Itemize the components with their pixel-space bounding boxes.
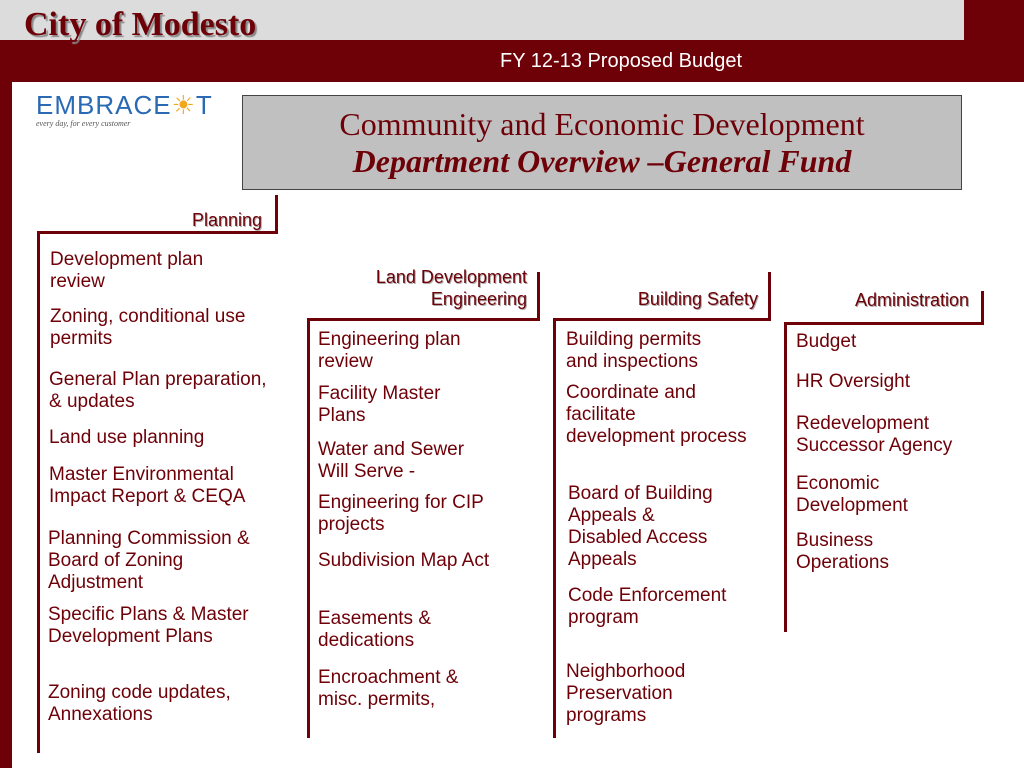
land-dev-item-3: Water and Sewer Will Serve - [318,439,465,482]
admin-item-3: Redevelopment Successor Agency [796,413,953,456]
left-rail [0,82,12,768]
admin-item-5: Business Operations [796,530,889,573]
header-corner-block [964,0,1024,82]
logo-wordmark: EMBRACE☀T [36,90,213,120]
building-item-4: Code Enforcement program [568,585,727,628]
planning-heading: Planning [191,210,262,230]
planning-item-3: General Plan preparation, & updates [49,369,267,412]
admin-item-2: HR Oversight [796,371,911,392]
admin-item-1: Budget [796,331,857,352]
title-box [242,95,962,190]
department-title: Community and Economic Development [339,106,865,142]
planning-item-5: Master Environmental Impact Report & CEQA [49,464,246,507]
land-dev-item-1: Engineering plan review [318,329,461,372]
embrace-logo [36,90,236,126]
administration-bracket-tick [981,291,984,325]
sun-icon: ☀ [171,90,196,120]
admin-item-4: Economic Development [796,473,908,516]
building-item-3: Board of Building Appeals & Disabled Access Appeals [568,483,713,570]
budget-subtitle: FY 12-13 Proposed Budget [500,50,743,72]
planning-item-8: Zoning code updates, Annexations [48,682,231,725]
logo-tagline: every day, for every customer [36,119,131,128]
department-subtitle: Department Overview –General Fund [352,143,852,179]
building-safety-heading: Building Safety [637,289,758,309]
land-dev-heading [376,266,527,310]
city-title: City of Modesto [24,6,257,43]
land-dev-item-7: Encroachment & misc. permits, [318,667,459,710]
land-dev-item-6: Easements & dedications [318,608,431,651]
planning-item-7: Specific Plans & Master Development Plans [48,604,249,647]
building-safety-bracket-tick [768,272,771,321]
administration-heading: Administration [854,290,969,310]
building-item-2: Coordinate and facilitate development process [566,382,747,447]
land-dev-heading-text: Land Development Engineering [375,267,527,309]
planning-item-4: Land use planning [49,427,205,448]
land-dev-item-2: Facility Master Plans [318,383,441,426]
land-dev-item-4: Engineering for CIP projects [318,492,484,535]
land-dev-item-5: Subdivision Map Act [318,550,490,571]
planning-item-6: Planning Commission & Board of Zoning Adjustment [48,528,250,593]
building-item-1: Building permits and inspections [566,329,702,372]
building-item-5: Neighborhood Preservation programs [566,661,686,726]
planning-item-2: Zoning, conditional use permits [50,306,246,349]
planning-bracket-tick [275,195,278,234]
land-dev-bracket-tick [537,272,540,321]
planning-item-1: Development plan review [50,249,204,292]
